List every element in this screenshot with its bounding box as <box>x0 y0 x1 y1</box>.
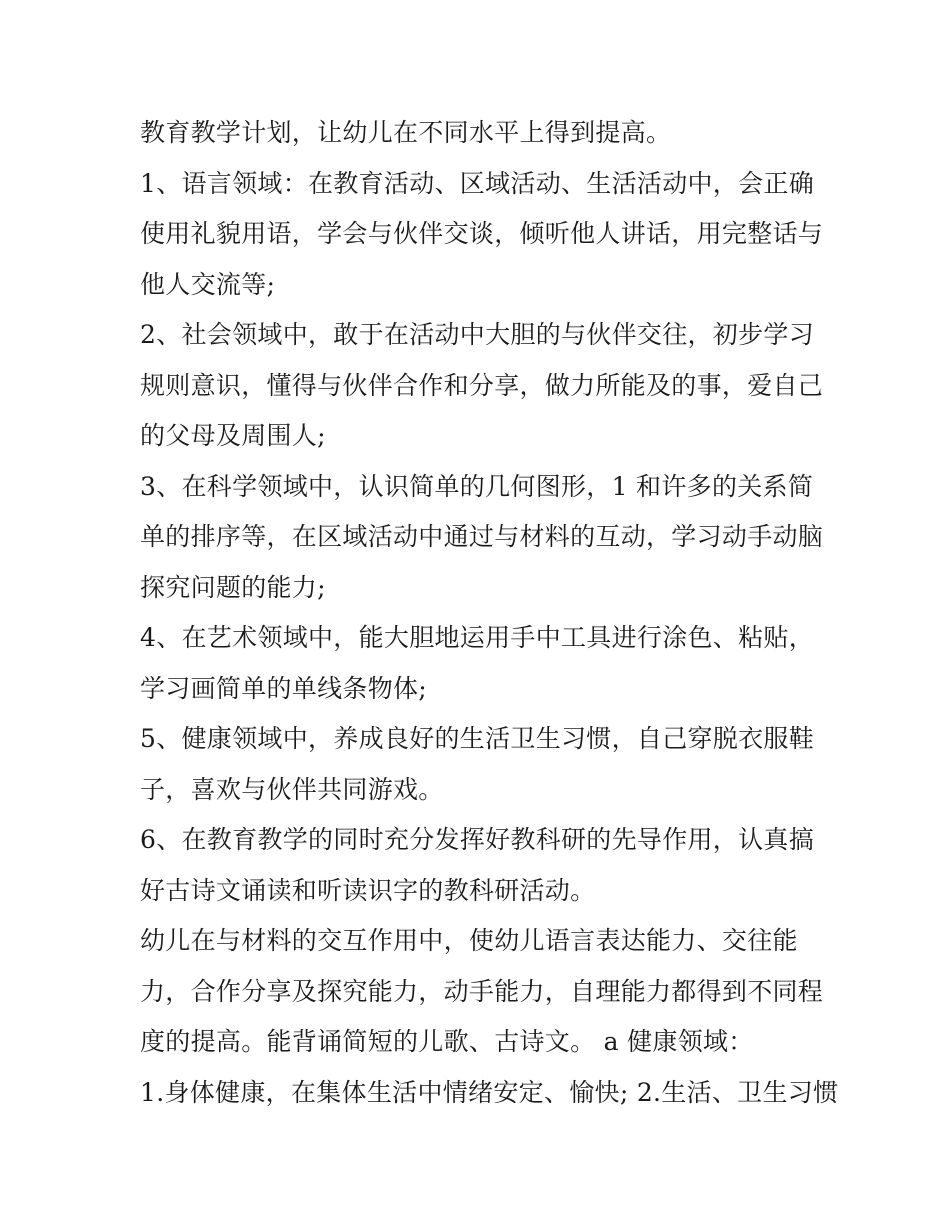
text-line-5: 2、社会领域中，敢于在活动中大胆的与伙伴交往，初步学习 <box>140 320 815 349</box>
text-line-6: 规则意识，懂得与伙伴合作和分享，做力所能及的事，爱自己 <box>140 370 824 400</box>
text-line-19: 度的提高。能背诵简短的儿歌、古诗文。 a 健康领域： <box>140 1027 754 1056</box>
text-line-9: 单的排序等，在区域活动中通过与材料的互动，学习动手动脑 <box>140 522 824 551</box>
text-line-16: 好古诗文诵读和听读识字的教科研活动。 <box>140 875 596 905</box>
text-line-10: 探究问题的能力; <box>140 572 326 602</box>
text-line-8: 3、在科学领域中，认识简单的几何图形，1 和许多的关系简 <box>140 471 814 501</box>
text-line-17: 幼儿在与材料的交互作用中，使幼儿语言表达能力、交往能 <box>140 926 798 955</box>
text-line-13: 5、健康领域中，养成良好的生活卫生习惯，自己穿脱衣服鞋 <box>140 724 815 753</box>
text-line-1: 教育教学计划，让幼儿在不同水平上得到提高。 <box>140 118 672 147</box>
text-line-15: 6、在教育教学的同时充分发挥好教科研的先导作用，认真搞 <box>140 825 815 854</box>
text-line-7: 的父母及周围人; <box>140 421 326 450</box>
text-line-18: 力，合作分享及探究能力，动手能力，自理能力都得到不同程 <box>140 976 824 1006</box>
text-line-14: 子，喜欢与伙伴共同游戏。 <box>140 774 444 804</box>
text-line-12: 学习画简单的单线条物体; <box>140 673 428 703</box>
text-line-20: 1.身体健康，在集体生活中情绪安定、愉快; 2.生活、卫生习惯 <box>140 1077 839 1107</box>
text-line-3: 使用礼貌用语，学会与伙伴交谈，倾听他人讲话，用完整话与 <box>140 219 824 248</box>
text-line-4: 他人交流等; <box>140 269 276 299</box>
text-line-2: 1、语言领域：在教育活动、区域活动、生活活动中，会正确 <box>140 168 815 198</box>
text-line-11: 4、在艺术领域中，能大胆地运用手中工具进行涂色、粘贴， <box>140 623 815 652</box>
document-body <box>140 108 839 1118</box>
